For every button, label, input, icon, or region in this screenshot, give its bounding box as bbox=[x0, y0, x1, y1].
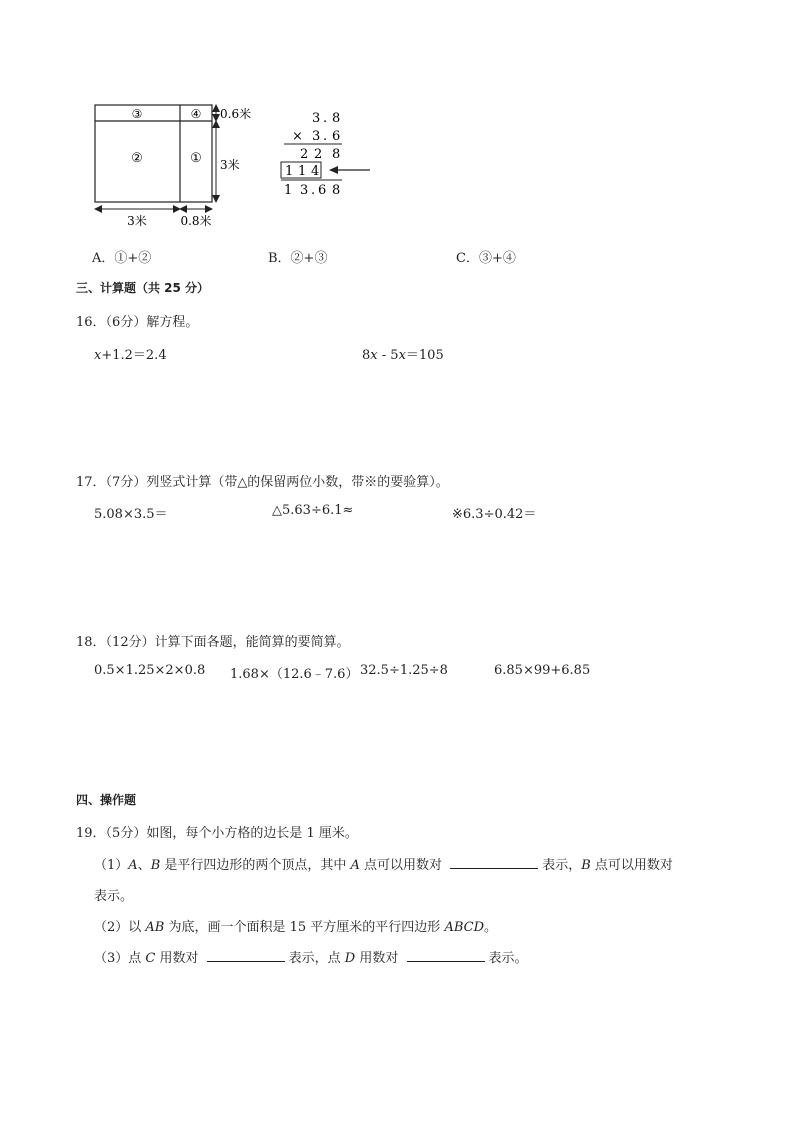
answer-blank-a[interactable] bbox=[450, 856, 538, 869]
svg-text:1: 1 bbox=[284, 183, 293, 198]
q19-title: 19．（5分）如图，每个小方格的边长是 1 厘米。 bbox=[76, 826, 358, 841]
q18-item-1: 0.5×1.25×2×0.8 bbox=[94, 663, 206, 678]
q16-equation-2: 8x - 5x＝105 bbox=[362, 348, 444, 363]
section-4-title: 四、操作题 bbox=[76, 793, 137, 807]
vertical-multiplication bbox=[276, 108, 372, 198]
svg-text:×: × bbox=[292, 129, 303, 144]
svg-text:1: 1 bbox=[298, 164, 307, 179]
q16-equation-1: x+1.2＝2.4 bbox=[94, 348, 167, 363]
svg-text:6: 6 bbox=[318, 183, 327, 198]
option-c[interactable]: C．③+④ bbox=[456, 251, 516, 266]
dim-top-right: 0.6米 bbox=[220, 107, 252, 121]
dim-bottom-left: 3米 bbox=[127, 214, 147, 228]
q17-item-2: △5.63÷6.1≈ bbox=[272, 503, 354, 518]
svg-text:3: 3 bbox=[312, 129, 321, 144]
svg-text:.: . bbox=[311, 183, 316, 198]
svg-text:8: 8 bbox=[332, 183, 341, 198]
svg-text:3: 3 bbox=[300, 183, 309, 198]
answer-blank-d[interactable] bbox=[407, 949, 485, 962]
region-1: ① bbox=[190, 151, 202, 166]
svg-text:6: 6 bbox=[332, 129, 341, 144]
q19-sub-1: （1）A、B 是平行四边形的两个顶点，其中 A 点可以用数对 表示，B 点可以用数对 bbox=[94, 858, 673, 873]
arrow-left-icon bbox=[329, 166, 338, 174]
q17-item-3: ※6.3÷0.42＝ bbox=[452, 507, 537, 522]
region-3: ③ bbox=[131, 107, 143, 121]
q19-sub-3: （3）点 C 用数对 表示，点 D 用数对 表示。 bbox=[94, 951, 528, 966]
dim-right: 3米 bbox=[220, 158, 240, 172]
svg-text:.: . bbox=[323, 111, 328, 126]
svg-text:4: 4 bbox=[311, 164, 320, 179]
svg-text:1: 1 bbox=[285, 164, 294, 179]
region-4: ④ bbox=[190, 107, 202, 121]
q19-sub-1-cont: 表示。 bbox=[94, 889, 134, 904]
svg-text:3: 3 bbox=[312, 111, 321, 126]
svg-text:8: 8 bbox=[332, 111, 341, 126]
svg-text:8: 8 bbox=[332, 147, 341, 162]
svg-text:2: 2 bbox=[300, 147, 309, 162]
q18-item-2: 1.68×（12.6﹣7.6） bbox=[230, 667, 359, 682]
area-figure bbox=[80, 98, 270, 232]
q18-item-4: 6.85×99+6.85 bbox=[494, 663, 591, 678]
option-b[interactable]: B．②+③ bbox=[268, 251, 328, 266]
q17-title: 17．（7分）列竖式计算（带△的保留两位小数，带※的要验算）。 bbox=[76, 475, 449, 490]
option-a[interactable]: A．①+② bbox=[92, 251, 152, 266]
q19-sub-2: （2）以 AB 为底，画一个面积是 15 平方厘米的平行四边形 ABCD。 bbox=[94, 920, 498, 935]
dim-bottom-right: 0.8米 bbox=[180, 214, 212, 228]
svg-text:.: . bbox=[323, 129, 328, 144]
q18-title: 18．（12分）计算下面各题，能简算的要简算。 bbox=[76, 635, 350, 650]
region-2: ② bbox=[131, 151, 143, 166]
answer-blank-c[interactable] bbox=[207, 949, 285, 962]
q17-item-1: 5.08×3.5＝ bbox=[94, 507, 168, 522]
section-3-title: 三、计算题（共 25 分） bbox=[76, 281, 210, 295]
svg-text:2: 2 bbox=[314, 147, 323, 162]
q16-title: 16．（6分）解方程。 bbox=[76, 315, 199, 330]
q18-item-3: 32.5÷1.25÷8 bbox=[360, 663, 448, 678]
